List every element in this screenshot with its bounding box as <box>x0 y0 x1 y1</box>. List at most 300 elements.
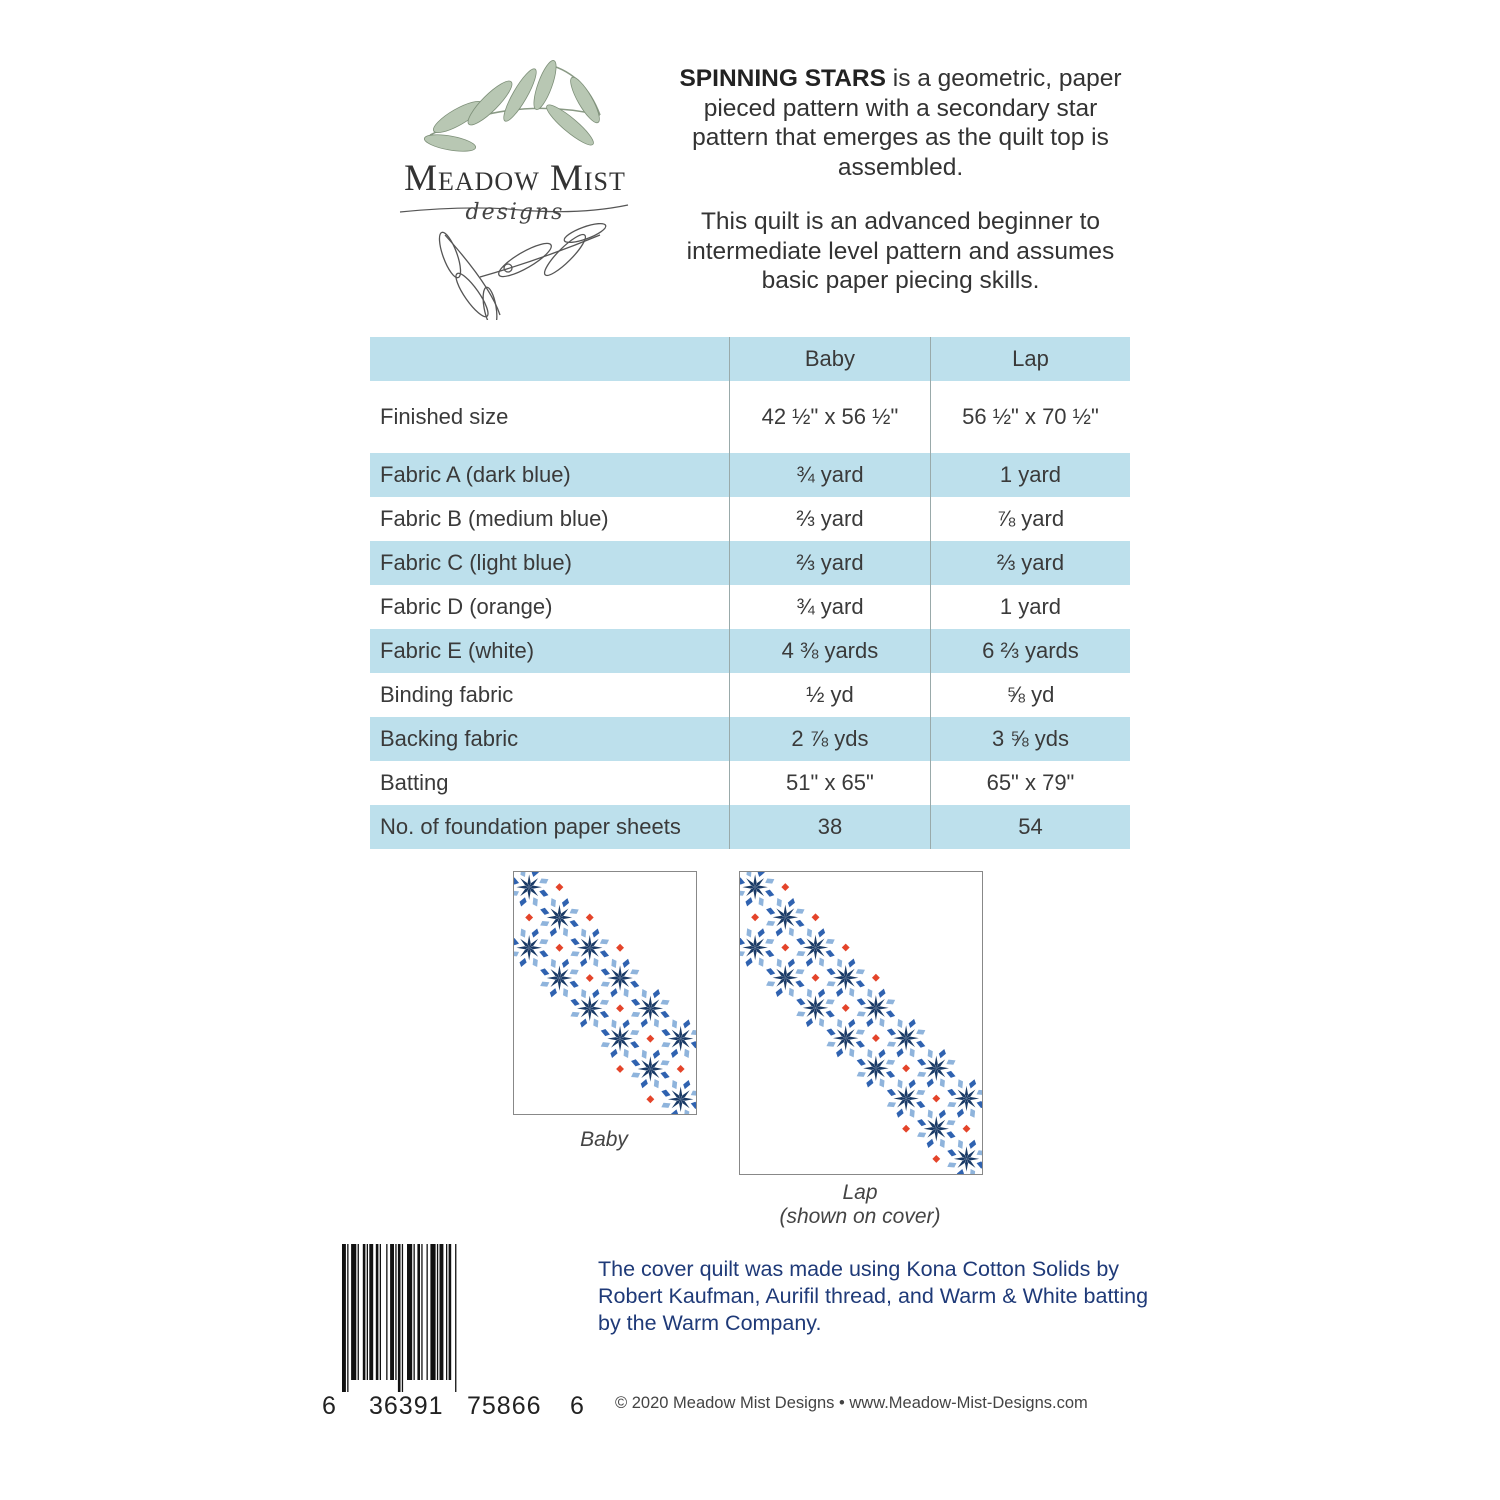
orange-square <box>616 1065 624 1073</box>
orange-square <box>902 1125 910 1133</box>
orange-square <box>586 914 594 922</box>
spinning-diamond <box>745 958 752 967</box>
spinning-diamond <box>630 1041 639 1048</box>
spinning-diamond <box>580 1018 587 1027</box>
spinning-diamond <box>826 999 835 1004</box>
barcode-bar <box>414 1244 415 1380</box>
spinning-diamond <box>910 1109 915 1118</box>
spinning-diamond <box>532 872 539 877</box>
spinning-diamond <box>878 989 885 998</box>
spinning-diamond <box>691 1091 696 1096</box>
spinning-diamond <box>886 999 895 1004</box>
spinning-diamond <box>570 909 579 914</box>
spinning-diamond <box>826 1042 835 1047</box>
row-lap-value: ⅝ yd <box>930 673 1130 717</box>
spinning-diamond <box>514 938 519 945</box>
spinning-diamond <box>631 999 640 1006</box>
spinning-diamond <box>886 1010 895 1017</box>
spinning-diamond <box>789 988 794 997</box>
spinning-diamond <box>867 1049 872 1058</box>
spinning-diamond <box>788 898 795 907</box>
spinning-diamond <box>887 1089 896 1096</box>
spinning-diamond <box>671 1049 678 1058</box>
spinning-diamond <box>562 959 569 968</box>
lap-quilt-caption <box>739 1181 981 1229</box>
spinning-diamond <box>601 1029 610 1036</box>
spinning-diamond <box>601 1042 610 1047</box>
row-label: Fabric B (medium blue) <box>380 506 609 531</box>
orange-square <box>646 1035 654 1043</box>
spinning-diamond <box>661 1090 670 1097</box>
spinning-diamond <box>795 909 804 914</box>
spinning-diamond <box>866 1018 873 1027</box>
spinning-diamond <box>624 1049 629 1058</box>
spinning-diamond <box>837 958 842 967</box>
spinning-diamond <box>563 988 568 997</box>
spinning-diamond <box>660 1011 669 1018</box>
row-label: Fabric D (orange) <box>380 594 553 619</box>
spinning-diamond <box>776 927 783 936</box>
barcode-bar <box>440 1244 444 1380</box>
table-header-lap: Lap <box>930 337 1130 381</box>
spinning-diamond <box>940 1078 945 1087</box>
table-header-row <box>370 337 1130 381</box>
spinning-diamond <box>691 1102 696 1109</box>
spinning-diamond <box>661 1103 670 1108</box>
spinning-diamond <box>653 1050 660 1059</box>
barcode-bar <box>430 1244 435 1380</box>
spinning-diamond <box>551 959 556 968</box>
spinning-diamond <box>601 982 610 987</box>
spinning-diamond <box>826 1028 835 1035</box>
spinning-diamond <box>916 1029 925 1034</box>
spinning-diamond <box>917 1119 926 1126</box>
spinning-diamond <box>969 1079 976 1088</box>
brand-logo <box>370 55 660 320</box>
spinning-diamond <box>765 939 774 944</box>
spinning-diamond <box>916 1041 925 1048</box>
intro-text <box>668 64 1133 321</box>
spinning-diamond <box>570 969 579 974</box>
spinning-diamond <box>630 969 639 974</box>
spinning-diamond <box>593 1018 598 1027</box>
spinning-diamond <box>539 939 548 944</box>
spinning-diamond <box>910 1048 915 1057</box>
spinning-diamond <box>957 1169 964 1174</box>
row-lap-value: 54 <box>930 805 1130 849</box>
spinning-diamond <box>927 1139 934 1148</box>
row-baby-value: 38 <box>729 805 930 849</box>
spinning-diamond <box>641 1018 648 1027</box>
spinning-diamond <box>570 920 579 927</box>
barcode-bar <box>367 1244 368 1380</box>
spinning-diamond <box>520 958 527 967</box>
spinning-diamond <box>671 1109 678 1114</box>
table-row <box>370 585 1130 629</box>
spinning-diamond <box>746 928 751 937</box>
row-label: Backing fabric <box>370 717 729 761</box>
spinning-diamond <box>740 951 745 956</box>
spinning-diamond <box>539 878 548 883</box>
spinning-diamond <box>520 897 527 906</box>
spinning-diamond <box>977 1161 982 1168</box>
spinning-diamond <box>947 1102 956 1107</box>
spinning-diamond <box>660 1000 669 1005</box>
spinning-diamond <box>887 1042 896 1047</box>
spinning-diamond <box>819 1018 824 1027</box>
spinning-diamond <box>826 981 835 986</box>
row-lap-value: 1 yard <box>930 453 1130 497</box>
spinning-diamond <box>826 950 835 957</box>
spinning-diamond <box>672 1080 677 1089</box>
spinning-diamond <box>623 1019 630 1028</box>
lap-caption-line-1: Lap <box>842 1181 878 1204</box>
spinning-diamond <box>672 1019 677 1028</box>
spinning-diamond <box>550 928 557 937</box>
spinning-diamond <box>970 1169 975 1174</box>
spinning-diamond <box>691 1030 696 1035</box>
spinning-diamond <box>849 988 854 997</box>
spinning-diamond <box>867 989 872 998</box>
spinning-diamond <box>970 1109 975 1118</box>
barcode-bar <box>402 1244 403 1392</box>
row-label: Binding fabric <box>380 682 514 707</box>
spinning-diamond <box>611 959 616 968</box>
barcode-bar <box>390 1244 394 1380</box>
spinning-diamond <box>581 928 586 937</box>
spinning-diamond <box>776 988 783 997</box>
spinning-diamond <box>540 908 549 915</box>
spinning-diamond <box>796 998 805 1005</box>
orange-square <box>932 1095 940 1103</box>
spinning-diamond <box>759 897 764 906</box>
spinning-diamond <box>848 1019 855 1028</box>
orange-square <box>842 944 850 952</box>
spinning-diamond <box>642 989 647 998</box>
table-row <box>370 761 1130 805</box>
spinning-diamond <box>593 958 598 967</box>
barcode-bar <box>417 1244 420 1380</box>
brand-subtitle: designs <box>465 200 565 225</box>
row-baby-value: 51" x 65" <box>729 761 930 805</box>
barcode-bar <box>446 1244 447 1380</box>
barcode-bar <box>347 1244 348 1392</box>
spinning-diamond <box>684 1049 689 1058</box>
spinning-diamond <box>946 1071 955 1078</box>
spinning-diamond <box>879 1018 884 1027</box>
orange-square <box>556 944 564 952</box>
spinning-diamond <box>789 927 794 936</box>
spinning-diamond <box>947 1162 956 1167</box>
spinning-diamond <box>878 1049 885 1058</box>
spinning-diamond <box>896 1048 903 1057</box>
spinning-diamond <box>562 898 569 907</box>
spinning-diamond <box>856 980 865 987</box>
orange-square <box>872 1034 880 1042</box>
spinning-diamond <box>909 1019 916 1028</box>
spinning-diamond <box>977 1150 982 1155</box>
row-baby-value: 42 ½" x 56 ½" <box>729 381 930 453</box>
spinning-diamond <box>740 891 745 896</box>
spinning-diamond <box>570 999 579 1006</box>
spinning-diamond <box>766 981 775 986</box>
spinning-diamond <box>570 938 579 945</box>
spinning-diamond <box>600 1000 609 1005</box>
spinning-diamond <box>928 1049 933 1058</box>
spinning-diamond <box>746 872 751 877</box>
spinning-diamond <box>630 1030 639 1035</box>
spinning-diamond <box>777 898 782 907</box>
spinning-diamond <box>766 908 775 915</box>
orange-square <box>872 974 880 982</box>
spinning-diamond <box>661 1042 670 1047</box>
orange-square <box>525 914 533 922</box>
spinning-diamond <box>683 1080 690 1089</box>
spinning-diamond <box>857 1059 866 1066</box>
spinning-diamond <box>514 878 519 885</box>
orange-square <box>677 1065 685 1073</box>
orange-square <box>842 1004 850 1012</box>
barcode-bar <box>380 1244 381 1380</box>
spinning-diamond <box>946 1060 955 1065</box>
spinning-diamond <box>654 1079 659 1088</box>
table-header-label <box>370 337 729 381</box>
lap-quilt-image <box>739 871 983 1175</box>
barcode-group-2: 75866 <box>467 1392 542 1420</box>
intro-paragraph-1-text: is a geometric, paper pieced pattern with a secondary star pattern that emerges as the quilt top is assembled. <box>692 65 1122 181</box>
spinning-diamond <box>896 1109 903 1118</box>
spinning-diamond <box>758 928 765 937</box>
spinning-diamond <box>897 1019 902 1028</box>
orange-square <box>812 974 820 982</box>
spinning-diamond <box>630 981 639 988</box>
spinning-diamond <box>765 890 774 897</box>
spinning-diamond <box>837 1019 842 1028</box>
intro-paragraph-1 <box>668 64 1133 182</box>
table-row <box>370 673 1130 717</box>
spinning-diamond <box>818 989 825 998</box>
row-label: Fabric C (light blue) <box>370 541 729 585</box>
row-lap-value: 1 yard <box>930 585 1130 629</box>
table-row <box>370 497 1130 541</box>
spinning-diamond <box>788 958 795 967</box>
spinning-diamond <box>940 1139 945 1148</box>
spinning-diamond <box>856 969 865 974</box>
spinning-diamond <box>540 982 549 987</box>
row-lap-value: 3 ⅝ yds <box>930 717 1130 761</box>
brand-name: Meadow Mist <box>404 158 626 199</box>
spinning-diamond <box>826 968 835 975</box>
spinning-diamond <box>540 921 549 926</box>
spinning-diamond <box>887 1102 896 1107</box>
spinning-diamond <box>796 951 805 956</box>
spinning-diamond <box>610 1049 617 1058</box>
orange-square <box>902 1064 910 1072</box>
spinning-diamond <box>806 1018 813 1027</box>
spinning-diamond <box>611 1019 616 1028</box>
spinning-diamond <box>520 872 525 877</box>
barcode-bar <box>437 1244 438 1380</box>
row-baby-value: ¾ yard <box>729 585 930 629</box>
row-label: Batting <box>380 770 449 795</box>
spinning-diamond <box>795 980 804 987</box>
orange-square <box>963 1125 971 1133</box>
spinning-diamond <box>551 898 556 907</box>
spinning-diamond <box>600 939 609 944</box>
spinning-diamond <box>533 958 538 967</box>
orange-square <box>616 1004 624 1012</box>
barcode-bar <box>449 1244 452 1380</box>
spinning-diamond <box>740 938 745 945</box>
spinning-diamond <box>691 1041 696 1048</box>
row-lap-value: ⅔ yard <box>930 541 1130 585</box>
spinning-diamond <box>540 968 549 975</box>
spinning-diamond <box>520 928 525 937</box>
spinning-diamond <box>836 988 843 997</box>
spinning-diamond <box>661 1029 670 1036</box>
spinning-diamond <box>624 988 629 997</box>
row-baby-value: ⅔ yard <box>729 541 930 585</box>
row-lap-value: 56 ½" x 70 ½" <box>930 381 1130 453</box>
lap-quilt-pattern <box>740 872 982 1174</box>
baby-quilt-pattern <box>514 872 696 1114</box>
barcode-bar <box>369 1244 373 1380</box>
pattern-title: SPINNING STARS <box>679 65 886 92</box>
orange-square <box>781 944 789 952</box>
spinning-diamond <box>765 950 774 957</box>
spinning-diamond <box>856 1029 865 1034</box>
baby-quilt-image <box>513 871 697 1115</box>
spinning-diamond <box>600 1011 609 1018</box>
lap-caption-line-2: (shown on cover) <box>779 1205 941 1228</box>
spinning-diamond <box>796 1011 805 1016</box>
spinning-diamond <box>539 950 548 957</box>
fabric-requirements-table <box>370 337 1130 849</box>
spinning-diamond <box>610 988 617 997</box>
spinning-diamond <box>623 959 630 968</box>
spinning-diamond <box>866 1078 873 1087</box>
row-baby-value: ⅔ yard <box>729 497 930 541</box>
spinning-diamond <box>570 951 579 956</box>
spinning-diamond <box>916 1101 925 1108</box>
spinning-diamond <box>879 1078 884 1087</box>
spinning-diamond <box>563 928 568 937</box>
spinning-diamond <box>660 1060 669 1065</box>
spinning-diamond <box>796 938 805 945</box>
spinning-diamond <box>916 1090 925 1095</box>
barcode-bar <box>395 1244 396 1380</box>
spinning-diamond <box>897 1079 902 1088</box>
row-lap-value: ⅞ yard <box>930 497 1130 541</box>
spinning-diamond <box>947 1089 956 1096</box>
barcode-icon <box>340 1244 567 1392</box>
spinning-diamond <box>977 1090 982 1095</box>
table-row <box>370 717 1130 761</box>
barcode-bar <box>376 1244 379 1380</box>
spinning-diamond <box>807 928 812 937</box>
table-header-baby: Baby <box>729 337 930 381</box>
spinning-diamond <box>777 958 782 967</box>
spinning-diamond <box>958 1140 963 1149</box>
spinning-diamond <box>886 1071 895 1078</box>
spinning-diamond <box>848 958 855 967</box>
spinning-diamond <box>600 950 609 957</box>
spinning-diamond <box>947 1149 956 1156</box>
spinning-diamond <box>740 877 745 884</box>
spinning-diamond <box>581 989 586 998</box>
spinning-diamond <box>807 989 812 998</box>
spinning-diamond <box>946 1131 955 1138</box>
spinning-diamond <box>886 1060 895 1065</box>
orange-square <box>932 1155 940 1163</box>
spinning-diamond <box>977 1101 982 1108</box>
spinning-diamond <box>766 968 775 975</box>
row-baby-value: ½ yd <box>729 673 930 717</box>
table-row <box>370 453 1130 497</box>
barcode-bar <box>427 1244 428 1380</box>
spinning-diamond <box>631 1072 640 1077</box>
spinning-diamond <box>765 878 774 883</box>
row-baby-value: 2 ⅞ yds <box>729 717 930 761</box>
spinning-diamond <box>857 1072 866 1077</box>
spinning-diamond <box>514 951 519 956</box>
barcode-bar <box>363 1244 366 1380</box>
spinning-diamond <box>631 1012 640 1017</box>
spinning-diamond <box>806 958 813 967</box>
spinning-diamond <box>683 1019 690 1028</box>
spinning-diamond <box>766 921 775 926</box>
spinning-diamond <box>641 1079 648 1088</box>
spinning-diamond <box>887 1028 896 1035</box>
spinning-diamond <box>631 1059 640 1066</box>
spinning-diamond <box>917 1059 926 1066</box>
barcode-bar <box>407 1244 412 1380</box>
spinning-diamond <box>654 1018 659 1027</box>
table-row <box>370 629 1130 673</box>
barcode-bar <box>386 1244 387 1380</box>
spinning-diamond <box>818 928 825 937</box>
spinning-diamond <box>653 989 660 998</box>
spinning-diamond <box>826 1010 835 1017</box>
spinning-diamond <box>642 1050 647 1059</box>
spinning-diamond <box>745 897 752 906</box>
row-label: Finished size <box>380 404 509 429</box>
orange-square <box>781 883 789 891</box>
spinning-diamond <box>969 1140 976 1149</box>
spinning-diamond <box>917 1132 926 1137</box>
orange-square <box>586 974 594 982</box>
table-row <box>370 541 1130 585</box>
spinning-diamond <box>533 897 538 906</box>
spinning-diamond <box>857 1011 866 1016</box>
spinning-diamond <box>826 939 835 944</box>
spinning-diamond <box>758 872 765 877</box>
spinning-diamond <box>759 958 764 967</box>
orange-square <box>751 913 759 921</box>
row-baby-value: ¾ yard <box>729 453 930 497</box>
row-lap-value: 65" x 79" <box>930 761 1130 805</box>
barcode-bar <box>398 1244 401 1392</box>
row-label: Fabric E (white) <box>370 629 729 673</box>
spinning-diamond <box>849 1048 854 1057</box>
barcode-digit-left: 6 <box>322 1392 336 1420</box>
spinning-diamond <box>819 958 824 967</box>
spinning-diamond <box>857 998 866 1005</box>
orange-square <box>556 883 564 891</box>
spinning-diamond <box>795 969 804 974</box>
spinning-diamond <box>917 1072 926 1077</box>
row-label: No. of foundation paper sheets <box>370 805 729 849</box>
